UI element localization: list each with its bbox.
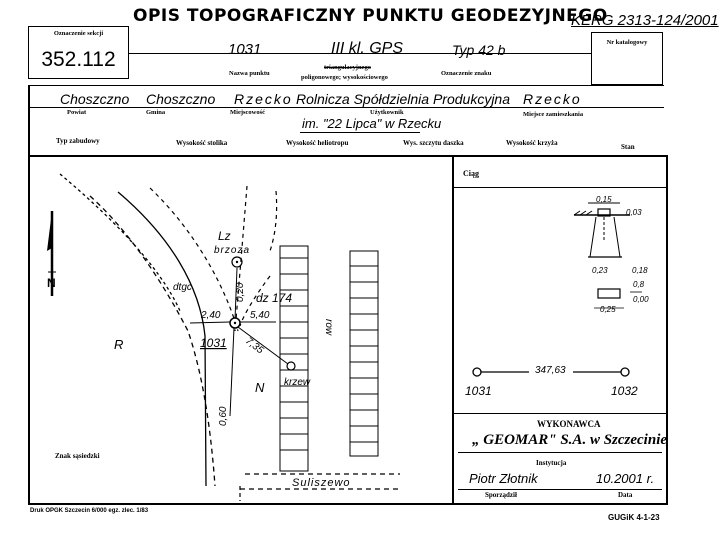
date-value: 10.2001 r.: [596, 471, 655, 486]
powiat-value: Choszczno: [60, 91, 130, 107]
owner-value: Rolnicza Spółdzielnia Produkcyjna: [296, 91, 511, 107]
cs-v5: 0,8: [633, 280, 645, 289]
catalog-label: Nr katalogowy: [606, 39, 648, 46]
traverse-to: 1032: [611, 384, 638, 398]
parcel-label: dz 174: [256, 291, 293, 305]
col-krzyza: Wysokość krzyża: [506, 139, 558, 147]
point-name-label: Nazwa punktu: [229, 70, 270, 77]
traverse-point-1032-icon: [621, 368, 629, 376]
brzoza-label: brzoza: [214, 245, 251, 256]
cross-section-drawing: [560, 195, 660, 315]
shrub-icon: [287, 362, 295, 370]
miejscowosc-value: Rzecko: [234, 91, 293, 107]
network-label-bottom: poligonowego; wysokościowego: [301, 74, 388, 81]
cs-v2: 0,03: [626, 208, 642, 217]
kerg-number: KERG 2313-124/2001: [571, 12, 719, 29]
buildings-strip: [280, 246, 378, 471]
point-type-label: Oznaczenie znaku: [441, 70, 492, 77]
sign-label: Znak sąsiedzki: [55, 452, 100, 460]
street-label: Suliszewo: [292, 477, 351, 489]
col-stolika: Wysokość stolika: [176, 139, 228, 147]
residence-label: Miejsce zamieszkania: [523, 111, 584, 118]
cs-v3: 0,23: [592, 266, 608, 275]
dist-240: 2,40: [201, 310, 221, 321]
section-label: Oznaczenie sekcji: [53, 30, 104, 37]
traverse-from: 1031: [465, 384, 492, 398]
north-label: N: [47, 276, 56, 290]
contractor-title: WYKONAWCA: [537, 419, 601, 429]
institution-label: Instytucja: [536, 459, 567, 467]
ciag-label: Ciąg: [463, 169, 479, 178]
point-1031-label: 1031: [200, 336, 227, 350]
owner-value-2: im. "22 Lipca" w Rzecku: [302, 116, 442, 131]
author-value: Piotr Złotnik: [469, 471, 538, 486]
cs-v7: 0,25: [600, 305, 616, 314]
dtgc-label: dtgc: [173, 282, 192, 293]
owner-label: Użytkownik: [370, 109, 404, 116]
section-value: 352.112: [41, 48, 116, 71]
network-label-top: triangulacyjnego: [324, 64, 371, 71]
traverse-drawing: [455, 355, 665, 400]
section-box: [28, 26, 129, 79]
dist-735: 7,35: [243, 335, 266, 357]
traverse-point-1031-icon: [473, 368, 481, 376]
point-name-value: 1031: [228, 41, 262, 58]
krzew-label: krzew: [284, 377, 311, 388]
gmina-value: Choszczno: [146, 91, 216, 107]
field-r-label: R: [114, 337, 124, 352]
contractor-company: „ GEOMAR" S.A. w Szczecinie: [472, 432, 668, 448]
row-label: row: [323, 319, 334, 336]
footer-left: Druk OPGK Szczecin 6/000 egz. zlec. 1/83: [30, 508, 149, 514]
powiat-label: Powiat: [67, 109, 87, 116]
dist-020: 0,20: [235, 282, 246, 302]
dist-060: 0,60: [218, 406, 229, 426]
cs-v4: 0,18: [632, 266, 648, 275]
col-daszka: Wys. szczytu daszka: [403, 139, 464, 147]
traverse-distance: 347,63: [535, 365, 566, 376]
residence-value: Rzecko: [523, 91, 582, 107]
col-stan: Stan: [621, 143, 635, 151]
col-zabudowy: Typ zabudowy: [56, 137, 100, 145]
cs-v1: 0,15: [596, 195, 612, 204]
page-title: OPIS TOPOGRAFICZNY PUNKTU GEODEZYJNEGO: [133, 6, 608, 26]
date-label: Data: [618, 491, 633, 499]
point-network-value: III kl. GPS: [331, 40, 404, 57]
gmina-label: Gmina: [146, 109, 166, 116]
north-arrow-icon: [47, 211, 56, 296]
dist-540: 5,40: [250, 310, 270, 321]
miejscowosc-label: Miejscowość: [230, 109, 266, 116]
sketch-map: [30, 156, 452, 502]
footer-right: GUGiK 4-1-23: [608, 513, 660, 522]
cs-v6: 0,00: [633, 295, 649, 304]
field-n-label: N: [255, 380, 265, 395]
col-heliotropu: Wysokość heliotropu: [286, 139, 349, 147]
catalog-box: [591, 32, 663, 85]
author-label: Sporządził: [485, 491, 517, 499]
lz-label: Lz: [218, 229, 231, 243]
point-type-value: Typ 42 b: [452, 42, 506, 58]
